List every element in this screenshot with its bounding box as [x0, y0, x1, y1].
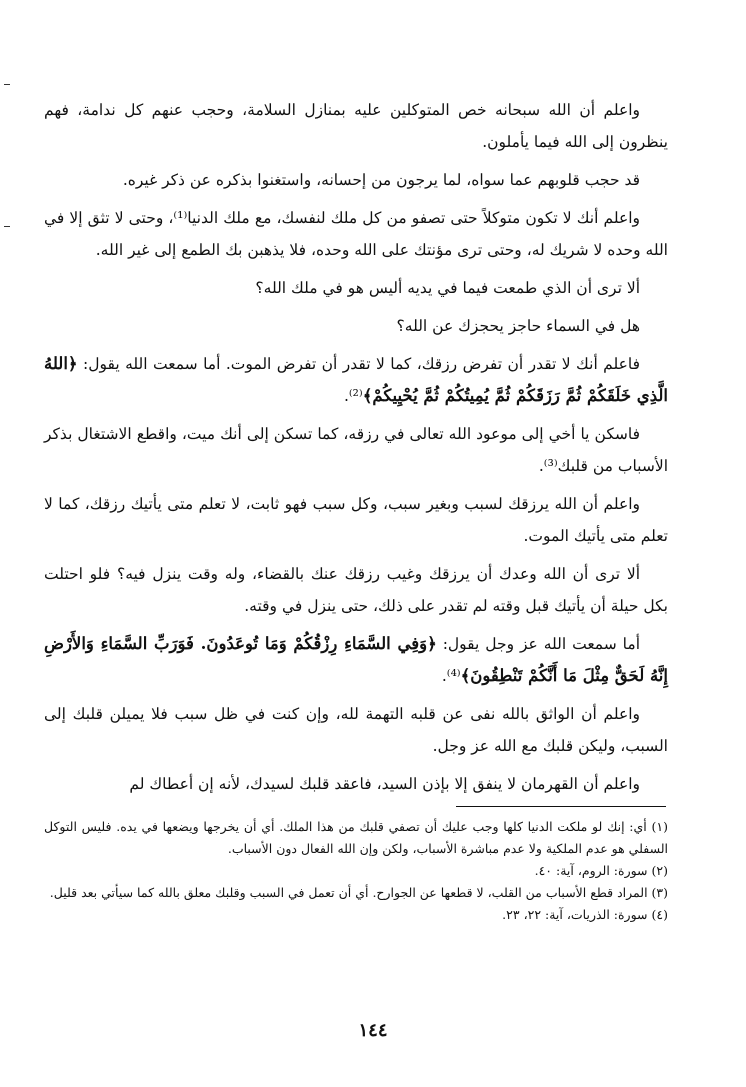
footnote: (١) أي: إنك لو ملكت الدنيا كلها وجب عليك أن تصفي قلبك من هذا الملك. أي أن يخرجها ويضعها في يده. فليس التوكل السفلي هو عدم الملكية ولا عدم مباشرة الأسباب، ولكن وإن الله الفعال دون الأسباب. — [44, 819, 668, 856]
footnote: (٤) سورة: الذريات، آية: ٢٢، ٢٣. — [502, 907, 668, 922]
main-text — [44, 94, 668, 806]
margin-mark-top — [4, 84, 10, 85]
paragraph: قد حجب قلوبهم عما سواه، لما يرجون من إحسانه، واستغنوا بذكره عن ذكر غيره. — [122, 171, 640, 189]
quran-verse: ﴿وَفِي السَّمَاءِ رِزْقُكُمْ وَمَا تُوعَدُونَ. فَوَرَبِّ السَّمَاءِ وَالأَرْضِ إِنَّهُ لَحَقٌّ مِثْلَ مَا أَنَّكُمْ تَنْطِقُونَ﴾ — [44, 634, 668, 685]
footnote: (٢) سورة: الروم، آية: ٤٠. — [534, 863, 668, 878]
paragraph: واعلم أن القهرمان لا ينفق إلا بإذن السيد، فاعقد قلبك لسيدك، لأنه إن أعطاك لم — [129, 775, 640, 793]
paragraph: ألا ترى أن الله وعدك أن يرزقك وغيب رزقك عنك بالقضاء، وله وقت ينزل فيه؟ فلو احتلت بكل حيلة أن يأتيك قبل وقته لم تقدر على ذلك، حتى ينزل في وقته. — [44, 565, 668, 615]
footnote-ref: ⁽⁴⁾. — [441, 667, 461, 685]
footnote-divider — [456, 806, 666, 807]
footnote-ref: ⁽²⁾. — [343, 387, 363, 405]
paragraph-with-verse — [44, 348, 668, 412]
footnotes — [44, 816, 668, 926]
paragraph: واعلم أن الله سبحانه خص المتوكلين عليه بمنازل السلامة، وحجب عنهم كل ندامة، فهم ينظرون إلى الله فيما يأملون. — [44, 101, 668, 151]
margin-mark-middle — [4, 226, 10, 227]
paragraph: هل في السماء حاجز يحجزك عن الله؟ — [396, 317, 640, 335]
footnote: (٣) المراد قطع الأسباب من القلب، لا قطعها عن الجوارح. أي أن تعمل في السبب وقلبك معلق بالله كما سيأتي بعد قليل. — [49, 885, 668, 900]
quran-verse: ﴿اللهُ الَّذِي خَلَقَكُمْ ثُمَّ رَزَقَكُمْ ثُمَّ يُمِيتُكُمْ ثُمَّ يُحْيِيكُمْ﴾ — [44, 354, 668, 405]
paragraph-with-verse — [44, 628, 668, 692]
page-number: ١٤٤ — [358, 1020, 388, 1041]
paragraph: ألا ترى أن الذي طمعت فيما في يديه أليس هو في ملك الله؟ — [255, 279, 640, 297]
paragraph: فاسكن يا أخي إلى موعود الله تعالى في رزقه، كما تسكن إلى أنك ميت، واقطع الاشتغال بذكر الأسباب من قلبك⁽³⁾. — [44, 425, 668, 475]
paragraph-text: أما سمعت الله عز وجل يقول: — [436, 635, 640, 653]
paragraph-text: فاعلم أنك لا تقدر أن تفرض رزقك، كما لا تقدر أن تفرض الموت. أما سمعت الله يقول: — [77, 355, 640, 373]
paragraph: واعلم أن الواثق بالله نفى عن قلبه التهمة لله، وإن كنت في ظل سبب فلا يميلن قلبك إلى السبب، وليكن قلبك مع الله عز وجل. — [44, 705, 668, 755]
paragraph: واعلم أن الله يرزقك لسبب وبغير سبب، وكل سبب فهو ثابت، لا تعلم متى يأتيك رزقك، كما لا تعلم متى يأتيك الموت. — [44, 495, 668, 545]
paragraph: واعلم أنك لا تكون متوكلاً حتى تصفو من كل ملك لنفسك، مع ملك الدنيا⁽¹⁾، وحتى لا تثق إلا في الله وحده لا شريك له، وحتى ترى مؤنتك على الله وحده، فلا يذهبن بك الطمع إلى غير الله. — [44, 209, 668, 259]
